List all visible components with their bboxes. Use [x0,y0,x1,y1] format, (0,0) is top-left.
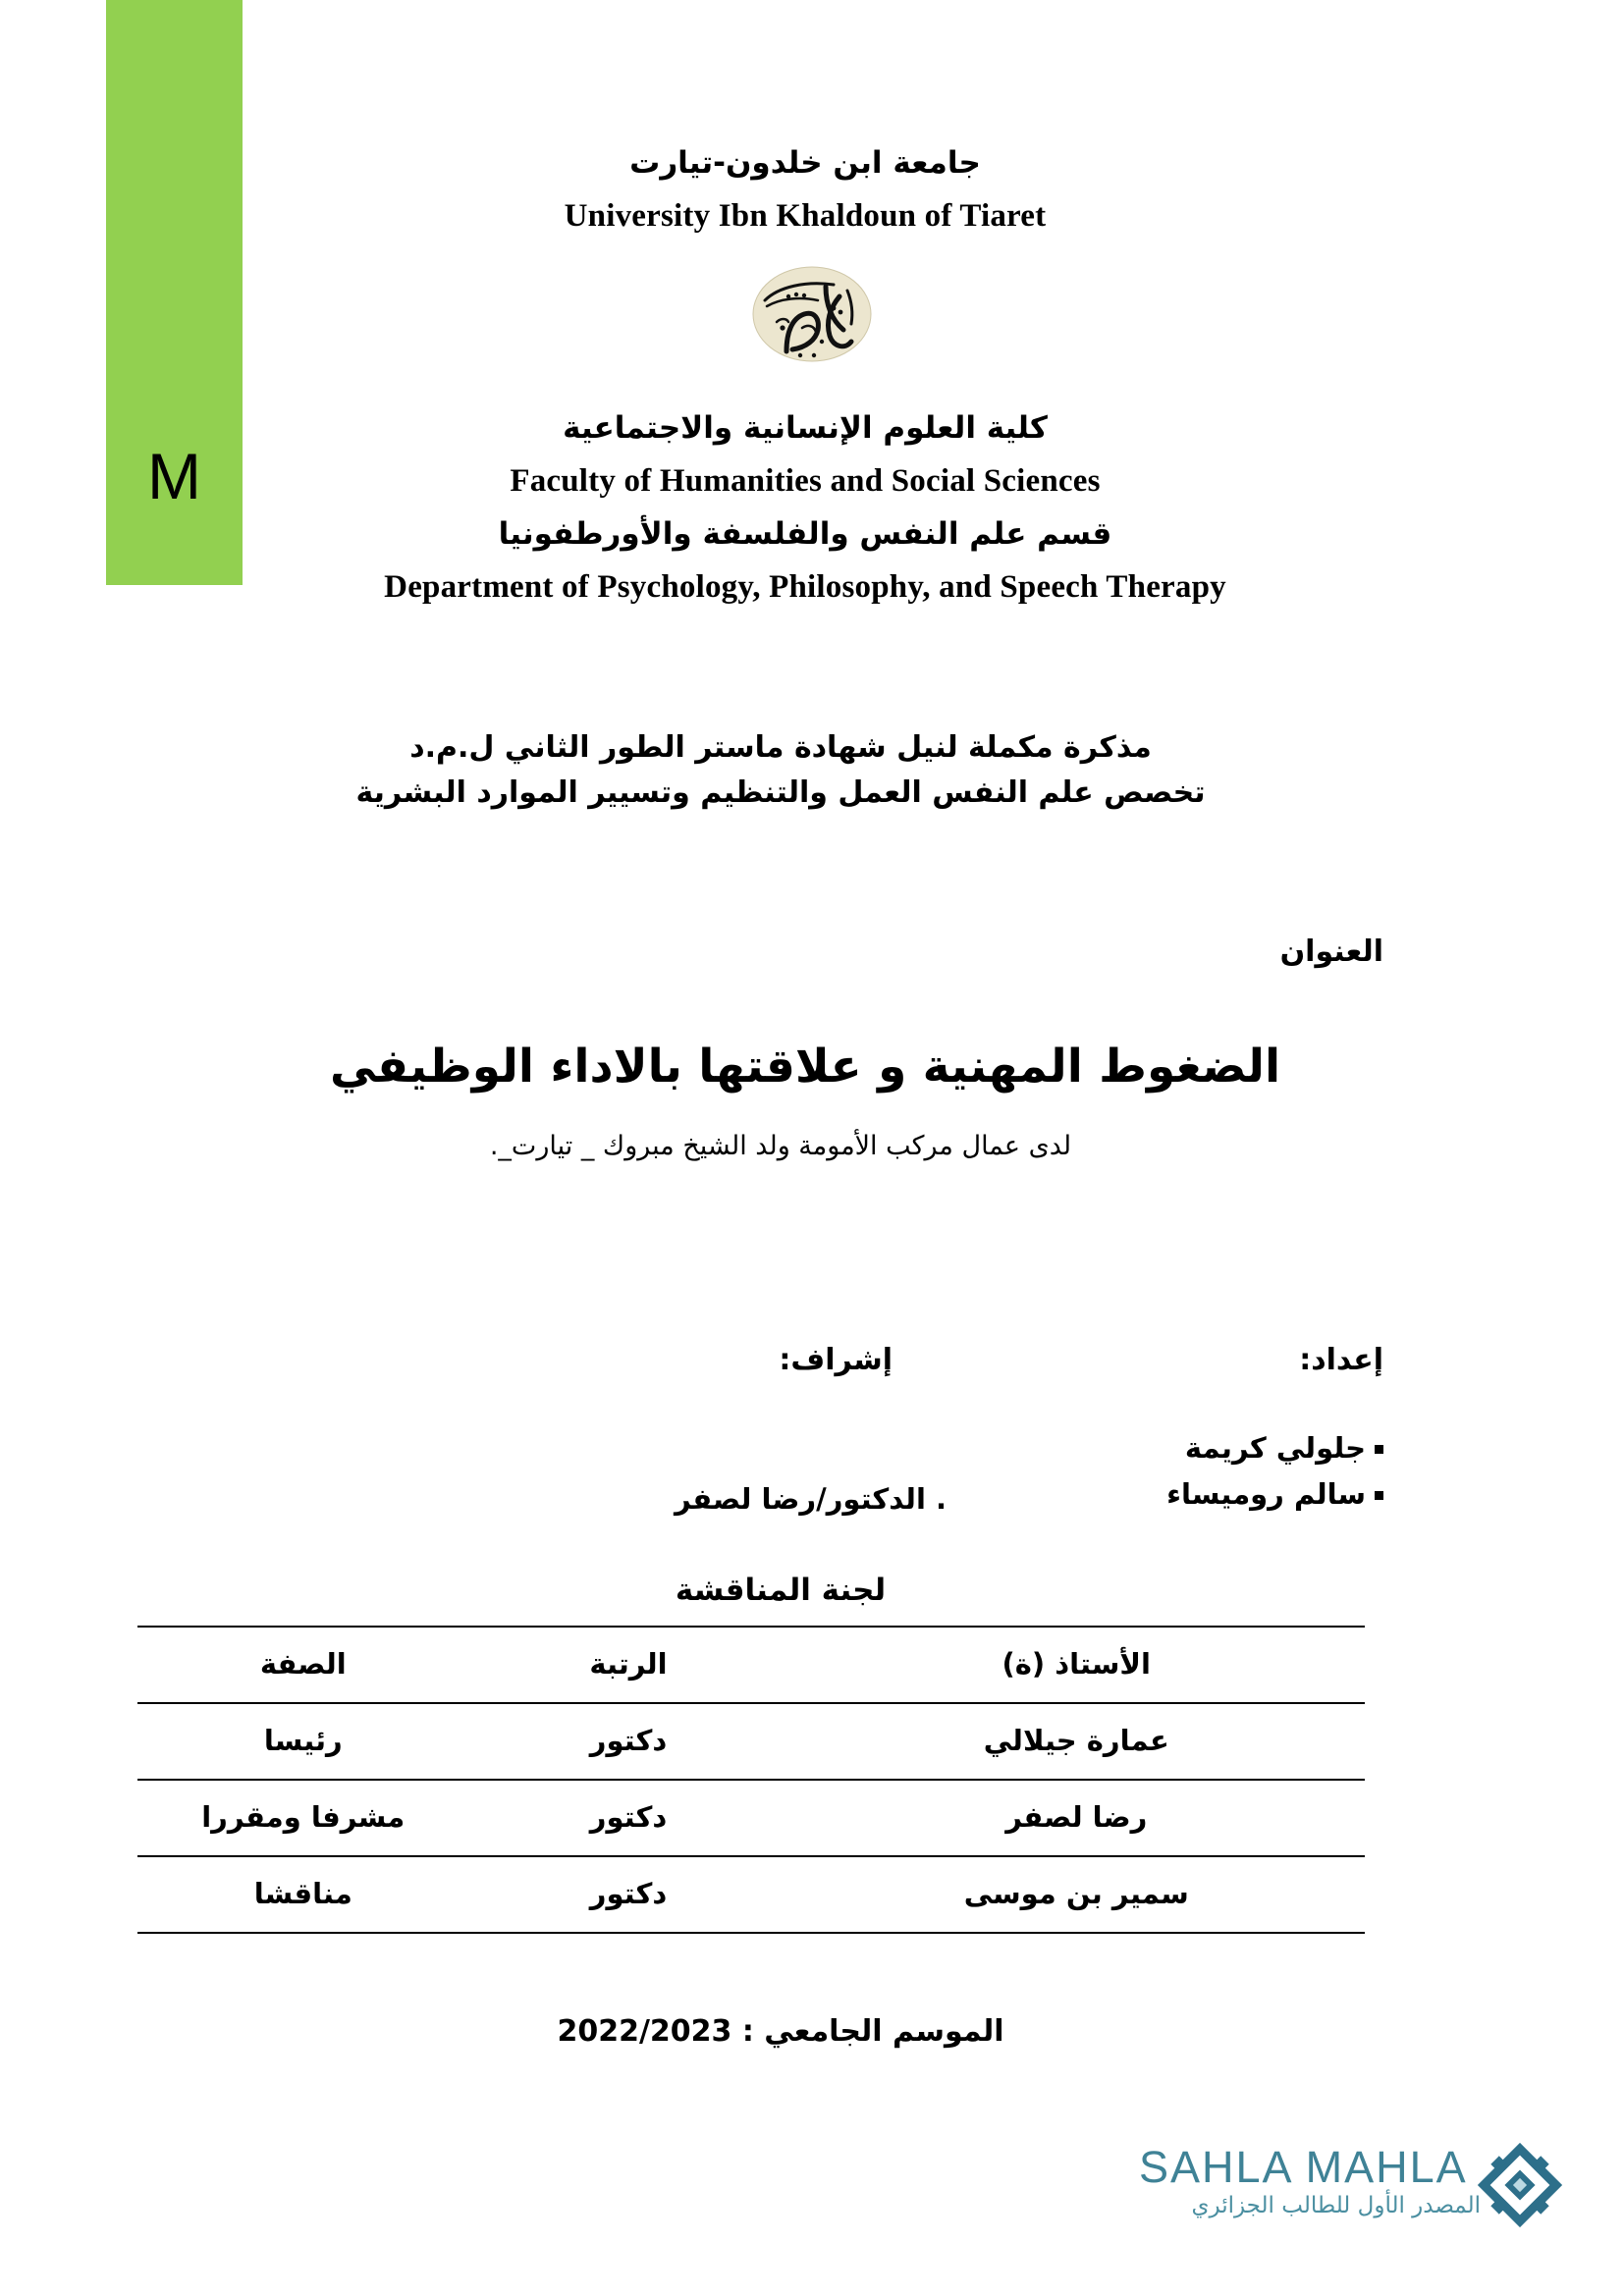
supervisor-name: . الدكتور/رضا لصفر [675,1482,947,1516]
cell-role: مناقشا [137,1856,469,1933]
faculty-name-english: Faculty of Humanities and Social Sciences [510,463,1101,499]
cell-rank: دكتور [469,1703,788,1780]
cell-professor: عمارة جيلالي [788,1703,1366,1780]
watermark-logo [1139,2136,1571,2254]
faculty-name-arabic: كلية العلوم الإنسانية والاجتماعية [563,410,1048,446]
list-item: جلولي كريمة [1166,1425,1383,1471]
thesis-title: الضغوط المهنية و علاقتها بالاداء الوظيفي [329,1040,1281,1094]
degree-statement-line-2: تخصص علم النفس العمل والتنظيم وتسيير الموارد البشرية [355,775,1206,810]
table-header-row [137,1627,1365,1703]
degree-statement-line-1: مذكرة مكملة لنيل شهادة ماستر الطور الثاني ل.م.د [409,730,1152,765]
title-label: العنوان [1279,934,1383,969]
column-header-professor: الأستاذ (ة) [788,1627,1366,1703]
diamond-ornament-icon [1471,2136,1569,2234]
prepared-by-label: إعداد: [1299,1343,1383,1377]
column-header-role: الصفة [137,1627,469,1703]
cell-rank: دكتور [469,1856,788,1933]
academic-year: الموسم الجامعي : 2022/2023 [557,2014,1004,2049]
table-row [137,1780,1365,1856]
cell-professor: سمير بن موسى [788,1856,1366,1933]
list-item: سالم روميساء [1166,1471,1383,1518]
university-seal-icon [731,257,893,371]
university-name-arabic: جامعة ابن خلدون-تيارت [629,145,981,181]
watermark-tagline: المصدر الأول للطالب الجزائري [1191,2193,1481,2218]
supervised-by-label: إشراف: [779,1343,893,1377]
cell-role: رئيسا [137,1703,469,1780]
university-name-english: University Ibn Khaldoun of Tiaret [564,198,1047,234]
table-row [137,1856,1365,1933]
jury-heading: لجنة المناقشة [675,1573,887,1608]
column-header-rank: الرتبة [469,1627,788,1703]
table-row [137,1703,1365,1780]
cell-professor: رضا لصفر [788,1780,1366,1856]
cell-rank: دكتور [469,1780,788,1856]
thesis-subtitle: لدى عمال مركب الأمومة ولد الشيخ مبروك _ تيارت_. [489,1131,1072,1161]
department-name-arabic: قسم علم النفس والفلسفة والأورطفونيا [498,516,1112,552]
department-name-english: Department of Psychology, Philosophy, and Speech Therapy [384,569,1226,605]
author-list [1166,1425,1383,1518]
block-letter-m: M [147,440,201,512]
watermark-brand-text: SAHLA MAHLA [1139,2142,1468,2192]
jury-table [137,1626,1365,1934]
cell-role: مشرفا ومقررا [137,1780,469,1856]
